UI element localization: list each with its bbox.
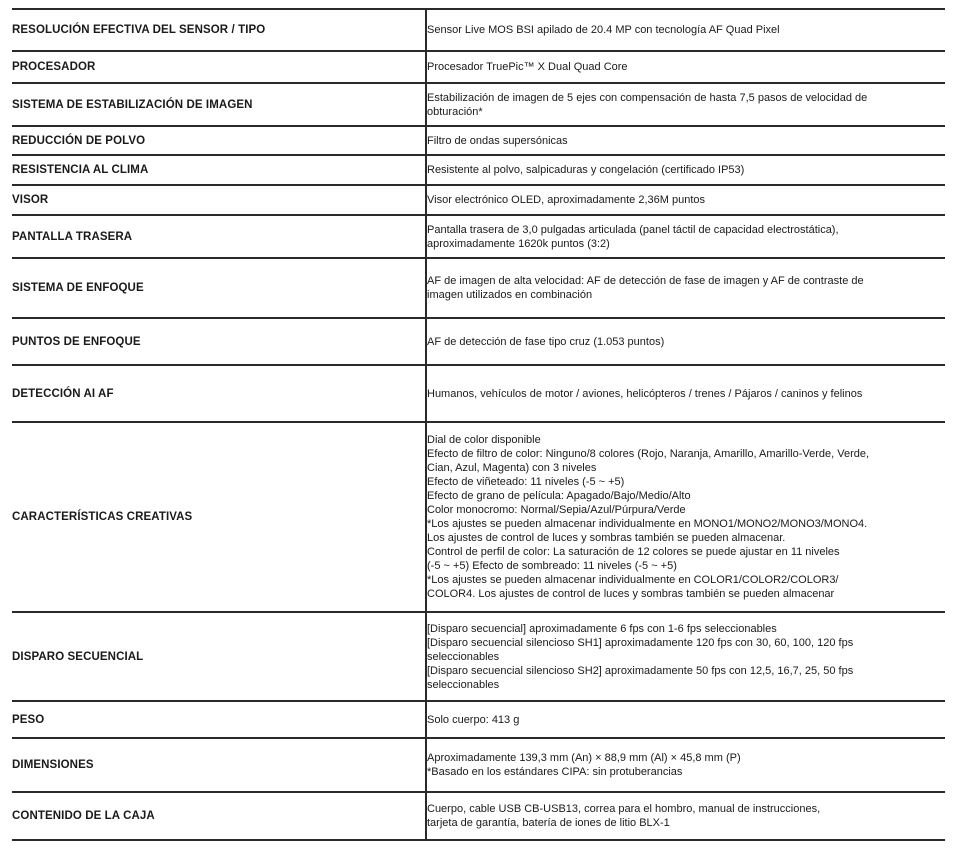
- spec-value-line: aproximadamente 1620k puntos (3:2): [427, 237, 610, 250]
- spec-value-line: tarjeta de garantía, batería de iones de litio BLX-1: [427, 817, 670, 829]
- spec-value: [426, 258, 945, 318]
- spec-value: [426, 185, 945, 215]
- spec-value: [426, 701, 945, 738]
- spec-value-line: Estabilización de imagen de 5 ejes con compensación de hasta 7,5 pasos de velocidad de: [427, 91, 868, 104]
- spec-value: [426, 155, 945, 185]
- spec-value-line: obturación*: [427, 105, 483, 118]
- spec-value-line: Los ajustes de control de luces y sombras también se pueden almacenar.: [427, 532, 786, 544]
- spec-value-line: Dial de color disponible: [427, 434, 541, 446]
- spec-value-line: Color monocromo: Normal/Sepia/Azul/Púrpura/Verde: [427, 504, 686, 516]
- spec-value: [426, 612, 945, 701]
- spec-label: PROCESADOR: [12, 51, 426, 83]
- spec-value: [426, 365, 945, 422]
- spec-value: [426, 51, 945, 83]
- spec-value-line: Control de perfil de color: La saturación de 12 colores se puede ajustar en 11 niveles: [427, 546, 840, 558]
- spec-value-line: Solo cuerpo: 413 g: [427, 713, 520, 726]
- spec-row: [12, 318, 945, 365]
- spec-label: PUNTOS DE ENFOQUE: [12, 318, 426, 365]
- spec-row: [12, 185, 945, 215]
- spec-row: [12, 155, 945, 185]
- spec-label: SISTEMA DE ENFOQUE: [12, 258, 426, 318]
- spec-value-line: AF de imagen de alta velocidad: AF de detección de fase de imagen y AF de contraste de: [427, 275, 864, 287]
- spec-value-line: [Disparo secuencial silencioso SH1] aproximadamente 120 fps con 30, 60, 100, 120 fps: [427, 636, 854, 649]
- spec-label: VISOR: [12, 185, 426, 215]
- spec-value-line: [Disparo secuencial silencioso SH2] aproximadamente 50 fps con 12,5, 16,7, 25, 50 fps: [427, 664, 854, 677]
- spec-value-line: Humanos, vehículos de motor / aviones, helicópteros / trenes / Pájaros / caninos y felinos: [427, 387, 863, 400]
- spec-label: PANTALLA TRASERA: [12, 215, 426, 258]
- spec-label: REDUCCIÓN DE POLVO: [12, 126, 426, 155]
- spec-value-line: seleccionables: [427, 650, 500, 663]
- spec-value-line: AF de detección de fase tipo cruz (1.053 puntos): [427, 335, 665, 348]
- spec-value-line: Aproximadamente 139,3 mm (An) × 88,9 mm (Al) × 45,8 mm (P): [427, 752, 741, 764]
- spec-value-line: Cian, Azul, Magenta) con 3 niveles: [427, 462, 597, 474]
- spec-value-line: Procesador TruePic™ X Dual Quad Core: [427, 61, 628, 73]
- spec-row: [12, 701, 945, 738]
- spec-row: [12, 612, 945, 701]
- spec-value: [426, 9, 945, 51]
- spec-value-line: *Basado en los estándares CIPA: sin protuberancias: [427, 766, 683, 778]
- spec-value-line: Pantalla trasera de 3,0 pulgadas articulada (panel táctil de capacidad electrostática),: [427, 223, 839, 236]
- spec-row: [12, 422, 945, 612]
- spec-value-line: imagen utilizados en combinación: [427, 289, 593, 301]
- spec-row: [12, 792, 945, 840]
- spec-value-line: (-5 ~ +5) Efecto de sombreado: 11 niveles (-5 ~ +5): [427, 560, 677, 572]
- spec-label: SISTEMA DE ESTABILIZACIÓN DE IMAGEN: [12, 83, 426, 126]
- spec-row: [12, 738, 945, 792]
- spec-value-line: *Los ajustes se pueden almacenar individualmente en MONO1/MONO2/MONO3/MONO4.: [427, 518, 868, 530]
- spec-value: [426, 422, 945, 612]
- specs-table-body: [12, 9, 945, 840]
- spec-value-line: Visor electrónico OLED, aproximadamente 2,36M puntos: [427, 194, 705, 206]
- spec-row: [12, 83, 945, 126]
- spec-row: [12, 258, 945, 318]
- spec-value-line: Efecto de grano de película: Apagado/Bajo/Medio/Alto: [427, 490, 691, 502]
- spec-label: CONTENIDO DE LA CAJA: [12, 792, 426, 840]
- spec-row: [12, 365, 945, 422]
- spec-row: [12, 126, 945, 155]
- spec-value: [426, 215, 945, 258]
- spec-value-line: *Los ajustes se pueden almacenar individualmente en COLOR1/COLOR2/COLOR3/: [427, 574, 839, 586]
- spec-value-line: [Disparo secuencial] aproximadamente 6 fps con 1-6 fps seleccionables: [427, 622, 777, 635]
- spec-value-line: Filtro de ondas supersónicas: [427, 134, 568, 147]
- spec-label: RESOLUCIÓN EFECTIVA DEL SENSOR / TIPO: [12, 9, 426, 51]
- spec-value-line: Efecto de filtro de color: Ninguno/8 colores (Rojo, Naranja, Amarillo, Amarillo-Verde, Verde,: [427, 448, 870, 460]
- spec-row: [12, 215, 945, 258]
- spec-label: PESO: [12, 701, 426, 738]
- spec-label: RESISTENCIA AL CLIMA: [12, 155, 426, 185]
- spec-label: CARACTERÍSTICAS CREATIVAS: [12, 422, 426, 612]
- spec-value-line: Efecto de viñeteado: 11 niveles (-5 ~ +5): [427, 476, 625, 488]
- spec-value-line: Resistente al polvo, salpicaduras y congelación (certificado IP53): [427, 164, 745, 176]
- spec-value: [426, 738, 945, 792]
- spec-value: [426, 126, 945, 155]
- spec-value-line: COLOR4. Los ajustes de control de luces y sombras también se pueden almacenar: [427, 588, 835, 600]
- spec-value: [426, 792, 945, 840]
- spec-value: [426, 83, 945, 126]
- spec-label: DETECCIÓN AI AF: [12, 365, 426, 422]
- spec-value-line: seleccionables: [427, 678, 500, 691]
- spec-label: DIMENSIONES: [12, 738, 426, 792]
- spec-value-line: Cuerpo, cable USB CB-USB13, correa para el hombro, manual de instrucciones,: [427, 803, 821, 815]
- spec-row: [12, 9, 945, 51]
- spec-value-line: Sensor Live MOS BSI apilado de 20.4 MP con tecnología AF Quad Pixel: [427, 24, 780, 36]
- specs-table: [12, 8, 945, 841]
- spec-value: [426, 318, 945, 365]
- spec-label: DISPARO SECUENCIAL: [12, 612, 426, 701]
- spec-row: [12, 51, 945, 83]
